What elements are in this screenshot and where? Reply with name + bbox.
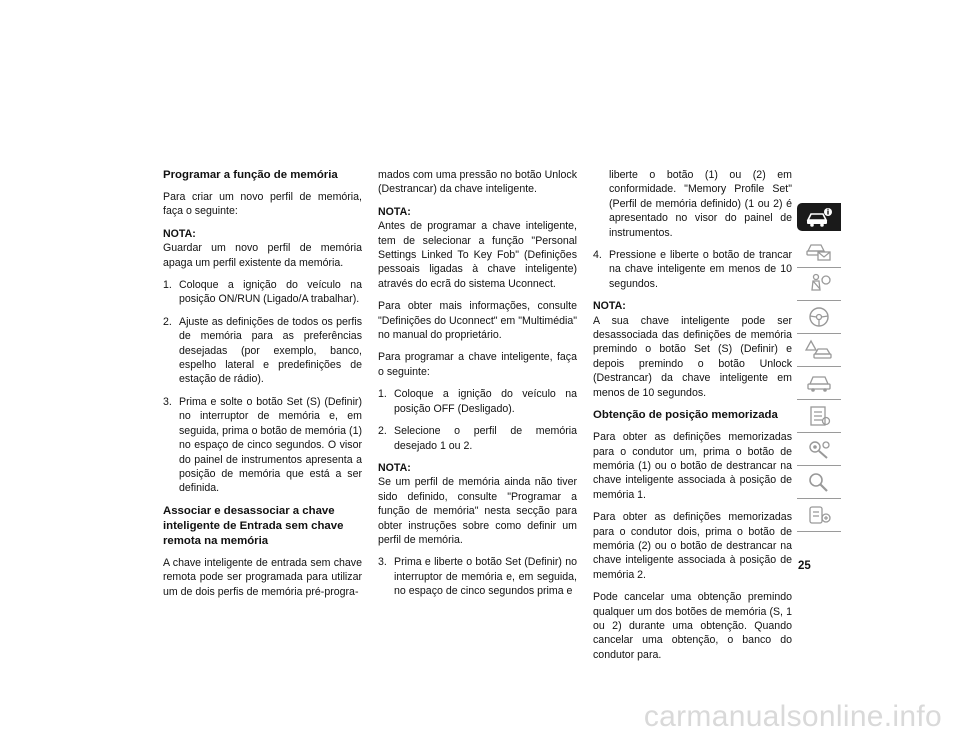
section-heading: Obtenção de posição memorizada [593,409,778,422]
section-heading: Programar a função de memória [163,169,338,181]
list-number: 3. [163,395,172,408]
paragraph: Para obter as definições memorizadas para o condutor um, prima o botão de memória (1) ou o botão de destrancar na chave inteligente associada à posição de memória 1. [593,431,792,501]
list-number: 4. [593,249,602,262]
list-item [378,424,577,453]
paragraph: mados com uma pressão no botão Unlock (Destrancar) da chave inteligente. [378,169,577,196]
list-text: Prima e liberte o botão Set (Definir) no interruptor de memória e, em seguida, no espaço de cinco segundos prima e [394,556,577,598]
tab-starting-driving[interactable] [797,301,841,334]
paragraph: Para programar a chave inteligente, faça o seguinte: [378,351,577,378]
list-text: Pressione e liberte o botão de trancar na chave inteligente em menos de 10 segundos. [609,249,792,290]
search-icon [805,470,833,494]
checklist-icon [805,404,833,428]
note-label: NOTA: [163,227,196,240]
list-number: 1. [163,279,172,292]
list-text: Selecione o perfil de memória desejado 1 ou 2. [394,425,577,452]
tab-index[interactable] [797,466,841,499]
watermark-text: carmanualsonline.info [643,700,942,733]
paragraph: Para criar um novo perfil de memória, faça o seguinte: [163,191,362,218]
list-item [163,395,362,496]
list-number: 2. [378,425,387,438]
paragraph: Pode cancelar uma obtenção premindo qualquer um dos botões de memória (S, 1 ou 2) durante uma obtenção. Quando cancelar uma obtenção, o banco do condutor para. [593,591,792,661]
note-text: Guardar um novo perfil de memória apaga um perfil existente da memória. [163,242,362,269]
tab-safety[interactable] [797,268,841,301]
car-mail-icon [805,239,833,263]
note-text: Antes de programar a chave inteligente, tem de selecionar a função "Personal Settings Linked To Key Fob" (Definições pessoais ligadas à chave inteligente) através do ecrã do sistema Uconnect. [378,220,577,290]
column-middle [378,168,577,607]
column-right [593,168,792,670]
warning-car-icon [805,338,833,362]
multimedia-icon [805,503,833,527]
list-item [163,315,362,387]
wrench-gear-icon [805,437,833,461]
note [163,227,362,270]
chapter-tabs [797,203,841,532]
tab-customer-assistance[interactable] [797,499,841,532]
note [378,461,577,547]
section-heading: Associar e desassociar a chave inteligente de Entrada sem chave remota na memória [163,504,344,547]
tab-servicing[interactable] [797,367,841,400]
tab-multimedia[interactable] [797,433,841,466]
list-number: 1. [378,388,387,401]
list-text: Coloque a ignição do veículo na posição OFF (Desligado). [394,388,577,415]
tab-communication[interactable] [797,235,841,268]
seatbelt-airbag-icon [805,272,833,296]
note-label: NOTA: [378,205,411,218]
list-item [163,278,362,307]
car-info-icon [805,205,833,229]
tab-specifications[interactable] [797,400,841,433]
paragraph: A chave inteligente de entrada sem chave remota pode ser programada para utilizar um de dois perfis de memória pré-progra- [163,556,362,598]
note [378,205,577,291]
note-text: Se um perfil de memória ainda não tiver sido definido, consulte "Programar a função de memória" nesta secção para obter instruções sobre como definir um perfil de memória. [378,476,577,546]
paragraph: Para obter as definições memorizadas para o condutor dois, prima o botão de memória (2) ou o botão de destrancar na chave inteligente associada à posição de memória 2. [593,511,792,581]
list-text: Coloque a ignição do veículo na posição ON/RUN (Ligado/A trabalhar). [179,279,362,306]
list-text: Prima e solte o botão Set (S) (Definir) no interruptor de memória e, em seguida, prima o botão de memória (1) no espaço de cinco segundos. O visor do painel de instrumentos apresenta a posição de memória que está a ser definida. [179,395,362,495]
list-continuation: liberte o botão (1) ou (2) em conformidade. "Memory Profile Set" (Perfil de memória definido) (1 ou 2) é apresentado no visor do painel de instrumentos. [609,169,792,239]
paragraph: Para obter mais informações, consulte "Definições do Uconnect" em "Multimédia" no manual do proprietário. [378,300,577,342]
list-text: Ajuste as definições de todos os perfis de memória para as preferências desejadas (por exemplo, banco, espelho lateral e predefinições de estação de rádio). [179,315,362,386]
list-item [378,555,577,598]
car-service-icon [805,371,833,395]
note-label: NOTA: [378,461,411,474]
note-label: NOTA: [593,300,626,313]
note-text: A sua chave inteligente pode ser desassociada das definições de memória premindo o botão Set (S) (Definir) e depois premindo o botão Unlock (Destrancar) da chave inteligente em menos de 10 segundos. [593,314,792,399]
list-number: 2. [163,315,172,328]
page-number: 25 [798,560,811,572]
note [593,299,792,400]
tab-emergency[interactable] [797,334,841,367]
list-item [378,387,577,416]
tab-getting-to-know[interactable] [797,203,841,231]
list-number: 3. [378,556,387,569]
list-item [593,248,792,291]
column-left [163,168,362,607]
steering-wheel-icon [805,305,833,329]
